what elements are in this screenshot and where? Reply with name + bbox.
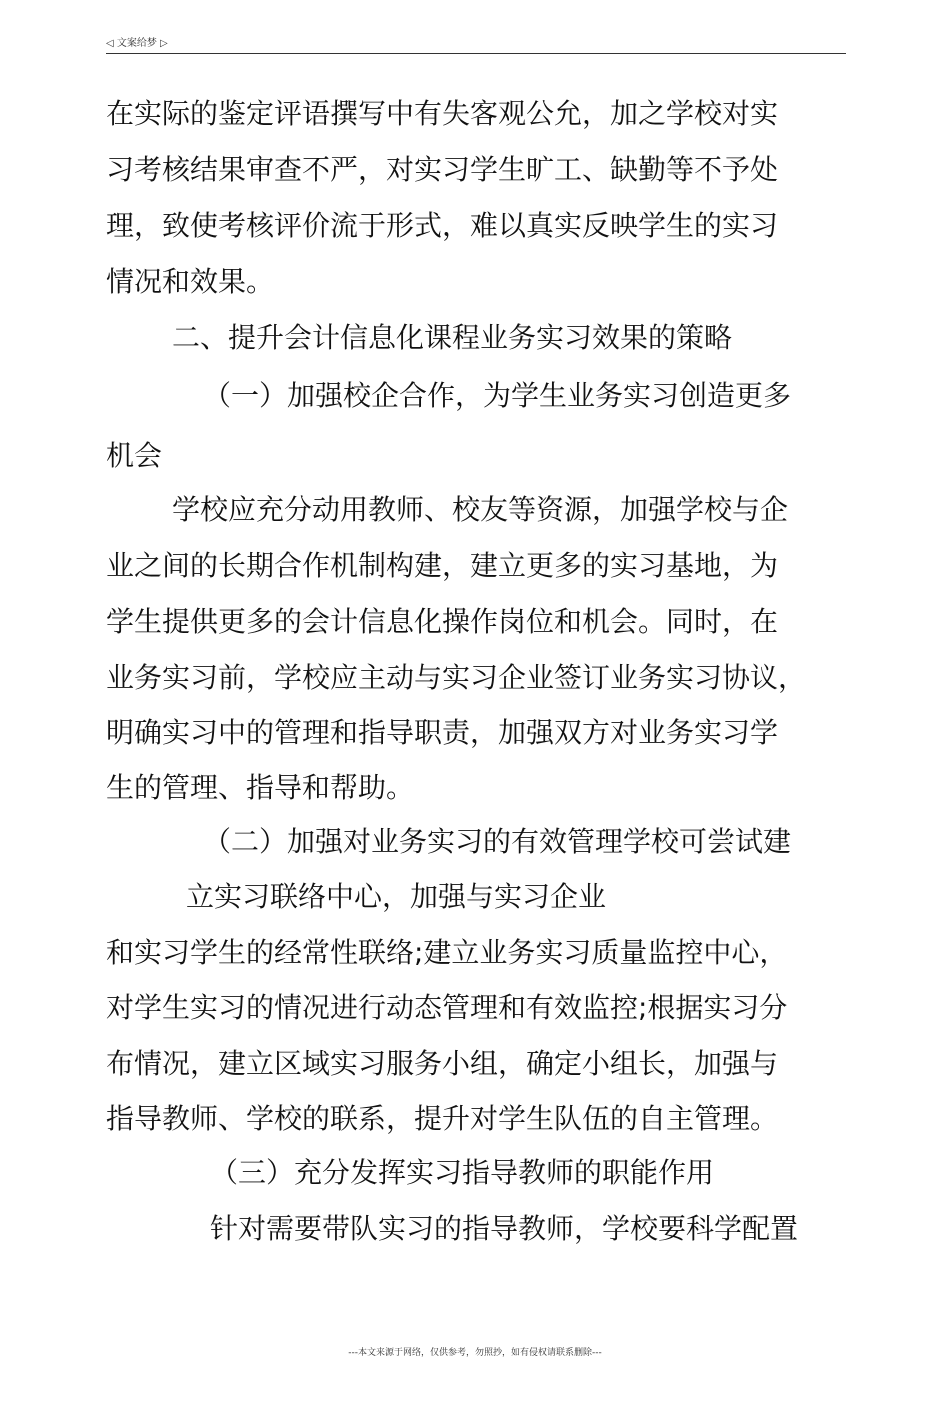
- subsection-heading: （三）充分发挥实习指导教师的职能作用: [210, 1156, 715, 1189]
- body-line: 业务实习前，学校应主动与实习企业签订业务实习协议，: [106, 661, 807, 694]
- subsection-heading: （二）加强对业务实习的有效管理学校可尝试建: [203, 825, 792, 858]
- body-line: 针对需要带队实习的指导教师，学校要科学配置: [210, 1212, 799, 1245]
- header-divider: [106, 53, 846, 54]
- body-line: 生的管理、指导和帮助。: [106, 771, 415, 804]
- page-footer: ---本文来源于网络，仅供参考，勿照抄，如有侵权请联系删除---: [348, 1348, 602, 1358]
- subsection-heading-cont: 机会: [106, 439, 163, 472]
- body-line: 在实际的鉴定评语撰写中有失客观公允，加之学校对实: [106, 97, 779, 130]
- body-line: 情况和效果。: [106, 265, 275, 298]
- body-line: 理，致使考核评价流于形式，难以真实反映学生的实习: [106, 209, 779, 242]
- body-line: 指导教师、学校的联系，提升对学生队伍的自主管理。: [106, 1102, 779, 1135]
- body-line: 学生提供更多的会计信息化操作岗位和机会。同时，在: [106, 605, 779, 638]
- body-line: 对学生实习的情况进行动态管理和有效监控;根据实习分: [106, 991, 788, 1024]
- header-label: ◁ 文案给梦 ▷: [106, 38, 168, 49]
- body-line: 习考核结果审查不严，对实习学生旷工、缺勤等不予处: [106, 153, 779, 186]
- body-line: 布情况，建立区域实习服务小组，确定小组长，加强与: [106, 1047, 779, 1080]
- section-heading: 二、提升会计信息化课程业务实习效果的策略: [172, 321, 733, 354]
- body-line: 明确实习中的管理和指导职责，加强双方对业务实习学: [106, 716, 779, 749]
- body-line: 和实习学生的经常性联络;建立业务实习质量监控中心，: [106, 936, 788, 969]
- subsection-heading: （一）加强校企合作，为学生业务实习创造更多: [203, 379, 792, 412]
- body-line: 业之间的长期合作机制构建，建立更多的实习基地，为: [106, 549, 779, 582]
- body-line: 立实习联络中心，加强与实习企业: [186, 880, 607, 913]
- body-line: 学校应充分动用教师、校友等资源，加强学校与企: [172, 493, 789, 526]
